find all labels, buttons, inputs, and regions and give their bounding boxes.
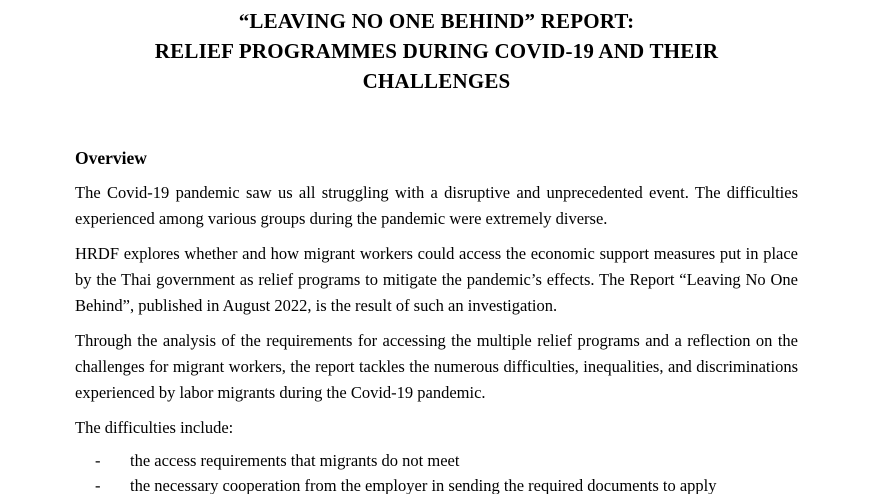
title-line-3: CHALLENGES xyxy=(362,69,511,93)
list-item-text: the access requirements that migrants do not meet xyxy=(130,451,460,470)
paragraph-difficulties-intro: The difficulties include: xyxy=(75,418,234,437)
document-title xyxy=(75,6,798,96)
title-line-1: “LEAVING NO ONE BEHIND” REPORT: xyxy=(238,9,635,33)
paragraph-hrdf-report: HRDF explores whether and how migrant workers could access the economic support measures put in place by the Thai government as relief programs to mitigate the pandemic’s effects. The Report “Leaving No One Behind”, published in August 2022, is the result of such an investigation. xyxy=(75,244,798,315)
difficulties-list xyxy=(75,448,798,494)
dash-marker: - xyxy=(95,476,101,494)
title-line-2: RELIEF PROGRAMMES DURING COVID-19 AND THEIR xyxy=(154,39,719,63)
paragraph-pandemic-intro: The Covid-19 pandemic saw us all struggling with a disruptive and unprecedented event. The difficulties experienced among various groups during the pandemic were extremely diverse. xyxy=(75,183,798,228)
paragraph-analysis: Through the analysis of the requirements for accessing the multiple relief programs and a reflection on the challenges for migrant workers, the report tackles the numerous difficulties, inequalities, and discriminations experienced by labor migrants during the Covid-19 pandemic. xyxy=(75,331,798,402)
list-item-text: the necessary cooperation from the employer in sending the required documents to apply xyxy=(130,476,717,494)
list-item-employer-cooperation xyxy=(75,473,798,494)
list-item-access-requirements xyxy=(75,448,798,473)
dash-marker: - xyxy=(95,451,101,470)
overview-heading: Overview xyxy=(75,148,147,168)
